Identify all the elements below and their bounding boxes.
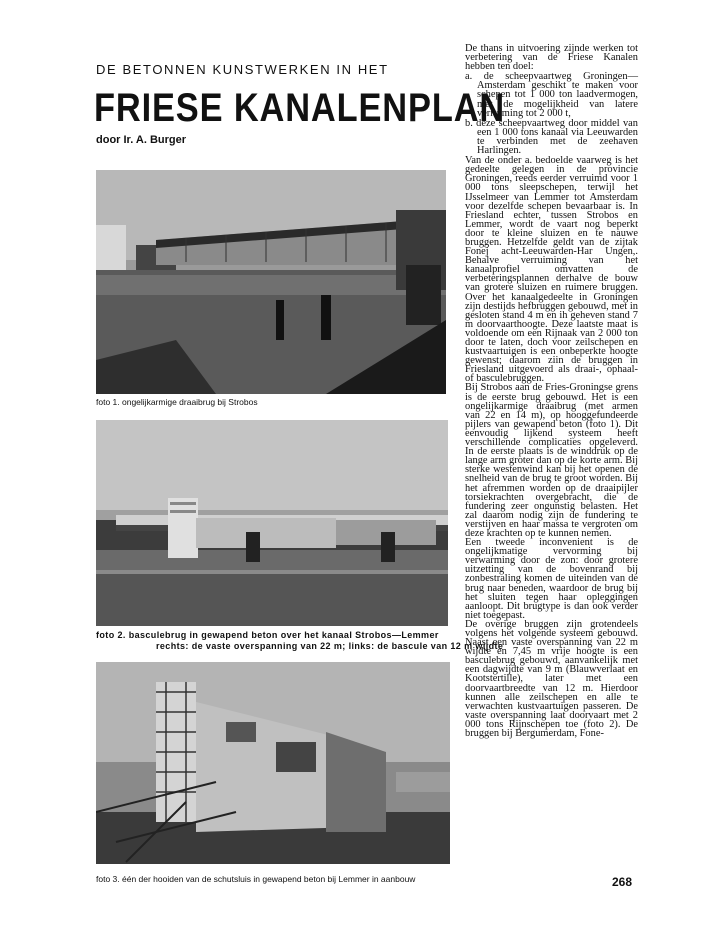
photo-1-caption: foto 1. ongelijkarmige draaibrug bij Strobos	[96, 397, 258, 407]
page-number: 268	[612, 875, 633, 889]
photo-1-swing-bridge	[96, 170, 446, 394]
article-title: FRIESE KANALENPLAN	[94, 86, 506, 130]
article-body	[465, 44, 638, 738]
article-author: door Ir. A. Burger	[96, 134, 187, 146]
photo-1-image	[96, 170, 446, 394]
article-kicker: DE BETONNEN KUNSTWERKEN IN HET	[96, 62, 389, 77]
photo-2-bascule-bridge	[96, 420, 448, 626]
photo-2-caption	[96, 630, 503, 652]
body-paragraph-2: Bij Strobos aan de Fries-Groningse grens is de eerste brug gebouwd. Het is een ongelijkarmige draaibrug (met armen van 22 en 14 m), op hooggefundeerde pijlers van gewapend beton (foto 1). Dit eenvoudig lijkend systeem heeft verschillende complicaties opgeleverd. In de eerste plaats is de winddruk op de lange arm groter dan op de korte arm. Bij sterke westenwind kan bij het openen de snelheid van de brug te groot worden. Bij het afremmen worden op de draaipijler torsiekrachten overgebracht, die de fundering zeer ongunstig belasten. Het zal daarom nodig zijn de fundering te verstijven en haar massa te vergroten om deze krachten op te kunnen nemen.	[465, 382, 638, 539]
photo-3-image	[96, 662, 450, 864]
list-item-b: b. deze scheepvaartweg door middel van een 1 000 tons kanaal via Leeuwarden te verbinden met de zeehaven Harlingen.	[465, 117, 638, 157]
body-paragraph-1: Van de onder a. bedoelde vaarweg is het gedeelte gelegen in de provincie Groningen, reeds eerder verruimd voor 1 000 tons sleepschepen, terwijl het IJsselmeer van Lemmer tot Amsterdam voor dezelfde schepen bevaarbaar is. In Friesland echter, tussen Strobos en Lemmer, wordt de vaart nog beperkt door te kleine sluizen en te nauwe bruggen. Hetzelfde geldt van de zijtak Fonej acht-Leeuwarden-Har Ungen,. Behalve verruiming van het kanaalprofiel omvatten de verbeteringsplannen derhalve de bouw van grotere sluizen en ruimere bruggen. Over het kanaalgedeelte in Groningen zijn destijds hefbruggen gebouwd, met in gesloten stand 4 m en ih geheven stand 7 m doorvaarthoogte. Deze laatste maat is voldoende om een Rijnaak van 2 000 ton door te laten, doch voor zeilschepen en kustvaartuigen is een onbeperkte hoogte gewenst; daarom ziin de bruggen in Friesland uitgevoerd als draai-, ophaal- of basculebruggen.	[465, 155, 638, 385]
body-paragraph-4: De overige bruggen zijn grotendeels volgens het volgende systeem gebouwd. Naast een vaste overspanning van 22 m wijdte en 7,45 m vrije hoogte is een basculebrug gebouwd, aanvankelijk met een dagwijdte van 9 m (Blauwverlaat en Kootstertille), later met een doorvaartbreedte van 12 m. Hierdoor kunnen alle zeilschepen en alle te verwachten kustvaartuigen passeren. De vaste overspanning laat doorvaart met 2 000 tons Rijnschepen toe (foto 2). De bruggen bij Bergumerdam, Fone-	[465, 618, 638, 740]
photo-2-caption-line-2: rechts: de vaste overspanning van 22 m; links: de bascule van 12 m wijdte	[156, 641, 504, 651]
photo-3-caption: foto 3. één der hooiden van de schutsluis in gewapend beton bij Lemmer in aanbouw	[96, 874, 416, 884]
list-item-a: a. de scheepvaartweg Groningen—Amsterdam geschikt te maken voor schepen tot 1 000 ton laadvermogen, met de mogelijkheid van latere verruiming tot 2 000 t,	[465, 71, 638, 119]
intro-paragraph: De thans in uitvoering zijnde werken tot verbetering van de Friese Kanalen hebben ten doel:	[465, 43, 638, 73]
photo-3-lock-construction	[96, 662, 450, 864]
body-paragraph-3: Een tweede inconvenient is de ongelijkmatige vervorming bij verwarming door de zon: door grotere uitzetting van de bovenrand bij zonbestraling komen de uiteinden van de brug naar beneden, waardoor de brug bij het sluiten tegen haar opleggingen aanloopt. Dit brugtype is dan ook verder niet toegepast.	[465, 537, 638, 621]
photo-2-caption-line-1: foto 2. basculebrug in gewapend beton over het kanaal Strobos—Lemmer	[96, 630, 439, 640]
photo-2-image	[96, 420, 448, 626]
